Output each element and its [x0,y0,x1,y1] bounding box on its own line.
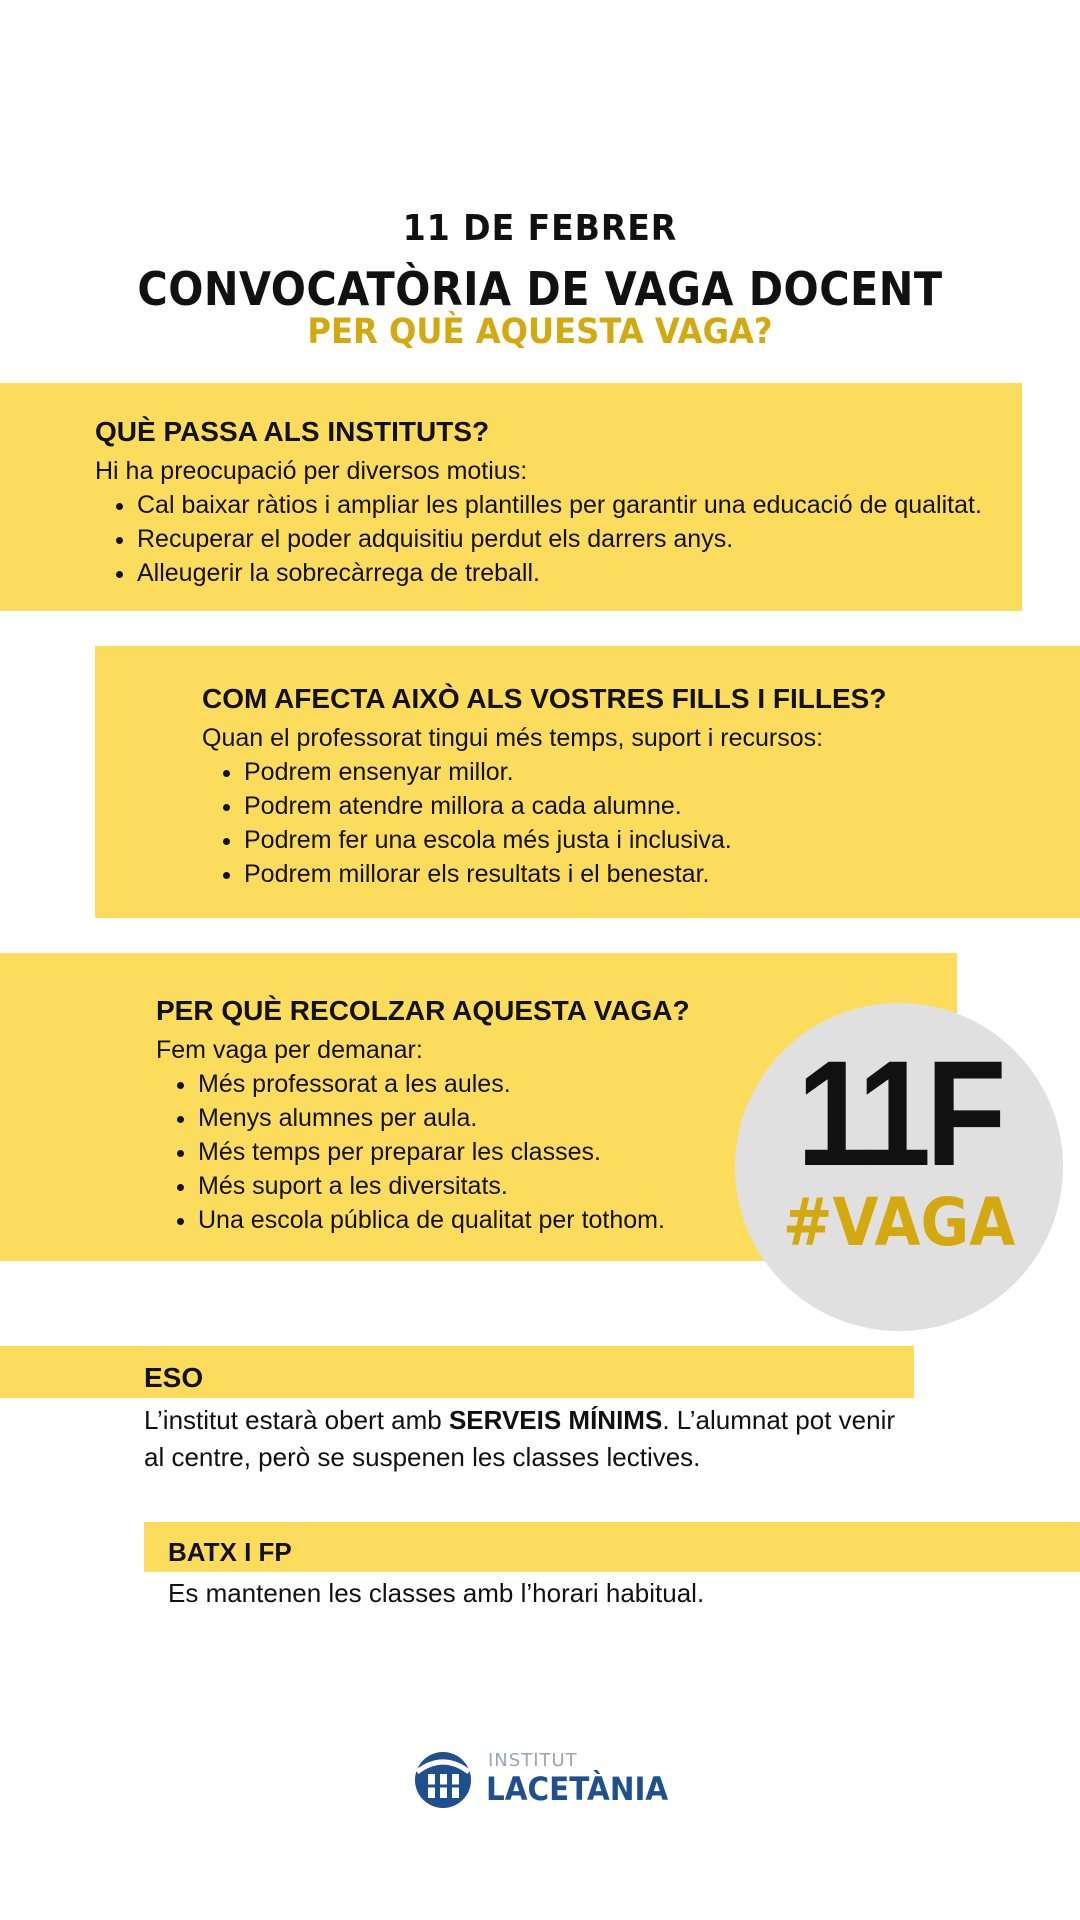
logo-small-text: INSTITUT [488,1750,578,1771]
list-item: • Recuperar el poder adquisitiu perdut els darrers anys. [137,522,1015,556]
page-title: CONVOCATÒRIA DE VAGA DOCENT [137,262,943,316]
school-logo [414,1746,674,1810]
section-3-intro: Fem vaga per demanar: [156,1036,423,1064]
list-item: • Podrem ensenyar millor. [244,755,1062,789]
lacetania-logo-icon [414,1746,472,1810]
list-item: • Podrem fer una escola més justa i inclusiva. [244,823,1062,857]
section-1 [95,414,1015,590]
eso-text [144,1402,904,1476]
eso-text-start: L’institut estarà obert amb [144,1405,449,1435]
list-item: • Més suport a les diversitats. [198,1169,756,1203]
list-item: • Podrem atendre millora a cada alumne. [244,789,1062,823]
strike-date: 11 DE FEBRER [402,208,678,249]
section-2-intro: Quan el professorat tingui més temps, suport i recursos: [202,724,824,752]
list-item: • Menys alumnes per aula. [198,1101,756,1135]
eso-heading: ESO [144,1362,204,1393]
logo-name: LACETÀNIA [486,1770,669,1808]
eso-text-bold: SERVEIS MÍNIMS [448,1405,663,1435]
eso-text-end: . L’alumnat pot venir al centre, però se suspenen les classes lectives. [144,1405,896,1472]
list-item: • Alleugerir la sobrecàrrega de treball. [137,556,1015,590]
section-3-list [156,1067,756,1237]
eso-heading-bar [0,1346,914,1398]
section-2-list [202,755,1062,891]
list-item: • Podrem millorar els resultats i el benestar. [244,857,1062,891]
list-item: • Més professorat a les aules. [198,1067,756,1101]
page-subtitle: PER QUÈ AQUESTA VAGA? [307,312,773,352]
section-2 [202,681,1062,891]
section-1-list [95,488,1015,590]
badge-date: 11F [796,1029,1002,1197]
section-1-heading: QUÈ PASSA ALS INSTITUTS? [95,416,490,447]
list-item: • Cal baixar ràtios i ampliar les plantilles per garantir una educació de qualitat. [137,488,1015,522]
section-1-intro: Hi ha preocupació per diversos motius: [95,457,528,485]
list-item: • Una escola pública de qualitat per tothom. [198,1203,756,1237]
badge-hashtag: #VAGA [782,1184,1016,1261]
strike-badge [735,1003,1063,1331]
section-3-heading: PER QUÈ RECOLZAR AQUESTA VAGA? [156,995,690,1026]
list-item: • Més temps per preparar les classes. [198,1135,756,1169]
batx-heading: BATX I FP [168,1537,292,1567]
section-2-heading: COM AFECTA AIXÒ ALS VOSTRES FILLS I FILLES? [202,683,887,714]
batx-text: Es mantenen les classes amb l’horari habitual. [168,1578,705,1608]
section-3 [156,993,756,1237]
